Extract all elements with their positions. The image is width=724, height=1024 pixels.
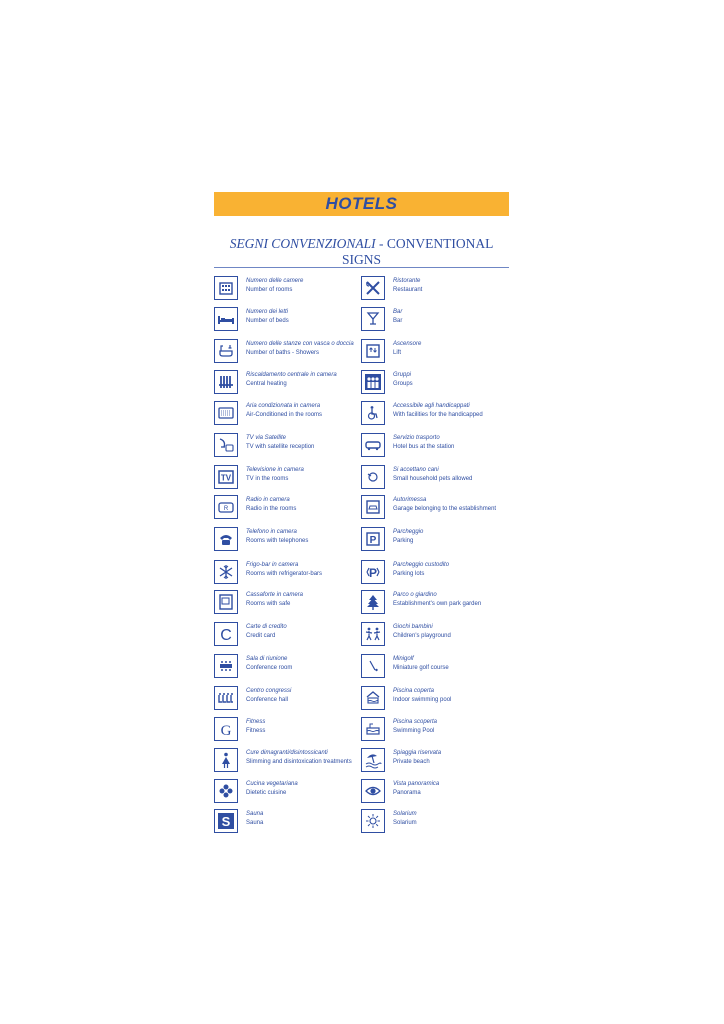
label-italian: Riscaldamento centrale in camera [246,372,337,378]
label-italian: Solarium [393,811,417,817]
label-english: Panorama [393,790,421,796]
legend-item [214,748,364,774]
svg-text:P: P [369,535,377,546]
private-beach-icon [361,748,385,772]
legend-item [361,527,511,553]
label-english: Private beach [393,759,430,765]
legend-labels [393,371,513,389]
label-english: Small household pets allowed [393,476,473,482]
label-english: Parking [393,538,414,544]
label-english: Garage belonging to the establishment [393,506,497,512]
legend-item [361,307,511,333]
tv-icon [214,465,238,489]
telephone-icon [214,527,238,551]
legend-item [214,809,364,835]
label-english: Establishment's own park garden [393,601,482,607]
legend-item [361,560,511,586]
legend-item [361,622,511,648]
label-english: Central heating [246,381,287,387]
legend-item [361,370,511,396]
page-subtitle [214,236,509,268]
label-italian: Bar [393,309,403,315]
guarded-parking-icon [361,560,385,584]
label-english: Solarium [393,820,417,826]
tree-icon [361,590,385,614]
label-italian: Carte di credito [246,624,287,630]
label-italian: Televisione in camera [246,467,304,473]
label-italian: Parcheggio [393,529,424,535]
playground-icon [361,622,385,646]
legend-labels [393,561,513,579]
parking-icon [361,527,385,551]
legend-labels [393,434,513,452]
label-english: Rooms with safe [246,601,291,607]
legend-item [214,717,364,743]
legend-labels [246,434,366,452]
legend-item [214,433,364,459]
subtitle-separator: - [375,236,387,251]
groups-icon [361,370,385,394]
label-english: Number of rooms [246,287,293,293]
legend-labels [246,466,366,484]
legend-labels [246,687,366,705]
legend-labels [246,780,366,798]
beds-icon [214,307,238,331]
legend-item [361,495,511,521]
label-italian: Numero delle stanze con vasca o doccia [246,341,354,347]
label-italian: Cucina vegetariana [246,781,298,787]
legend-labels [246,810,366,828]
legend-labels [393,402,513,420]
hotels-banner [214,192,509,216]
legend-item [214,590,364,616]
label-italian: Servizio trasporto [393,435,440,441]
legend-item [214,276,364,302]
bath-shower-icon [214,339,238,363]
label-italian: Minigolf [393,656,414,662]
label-italian: Spiaggia riservata [393,750,442,756]
slimming-icon [214,748,238,772]
solarium-sun-icon [361,809,385,833]
legend-item [361,590,511,616]
legend-labels [393,466,513,484]
label-english: Sauna [246,820,264,826]
label-italian: Piscina scoperta [393,719,438,725]
legend-item [214,495,364,521]
label-english: Number of beds [246,318,289,324]
legend-labels [246,340,366,358]
svg-text:TV: TV [220,473,232,483]
label-italian: Frigo-bar in camera [246,562,299,568]
radiator-icon [214,370,238,394]
label-english: TV in the rooms [246,476,289,482]
label-italian: Ristorante [393,278,421,284]
label-italian: Fitness [246,719,266,725]
label-english: Rooms with refrigerator-bars [246,571,323,577]
label-english: Number of baths - Showers [246,350,320,356]
label-italian: Parco o giardino [393,592,437,598]
legend-item [214,779,364,805]
legend-item [361,748,511,774]
label-italian: Telefono in camera [246,529,297,535]
garage-icon [361,495,385,519]
label-english: Children's playground [393,633,451,639]
label-english: Bar [393,318,403,324]
label-english: With facilities for the handicapped [393,412,483,418]
svg-text:G: G [220,723,232,738]
legend-item [361,276,511,302]
label-italian: Ascensore [393,341,422,347]
legend-labels [246,528,366,546]
wheelchair-icon [361,401,385,425]
legend-labels [246,623,366,641]
legend-labels [246,277,366,295]
panorama-eye-icon [361,779,385,803]
label-english: Restaurant [393,287,423,293]
safe-icon [214,590,238,614]
bar-icon [361,307,385,331]
legend-item [361,717,511,743]
pets-icon [361,465,385,489]
label-english: Conference room [246,665,293,671]
legend-labels [246,496,366,514]
legend-item [214,307,364,333]
label-italian: Aria condizionata in camera [246,403,321,409]
legend-item [214,465,364,491]
legend-item [361,339,511,365]
legend-labels [393,308,513,326]
legend-labels [246,308,366,326]
label-italian: Cure dimagranti/disintossicanti [246,750,328,756]
legend-item [361,779,511,805]
label-italian: Piscina coperta [393,688,435,694]
label-english: Indoor swimming pool [393,697,452,703]
label-italian: Si accettano cani [393,467,439,473]
label-italian: Cassaforte in camera [246,592,304,598]
legend-labels [393,591,513,609]
legend-labels [393,655,513,673]
bus-icon [361,433,385,457]
legend-item [361,686,511,712]
fitness-icon [214,717,238,741]
label-english: Swimming Pool [393,728,435,734]
conference-hall-icon [214,686,238,710]
label-italian: Gruppi [393,372,412,378]
subtitle-english: CONVENTIONAL SIGNS [341,236,494,267]
legend-labels [393,623,513,641]
label-english: Hotel bus at the station [393,444,455,450]
legend-labels [246,591,366,609]
label-english: Groups [393,381,413,387]
label-italian: TV via Satellite [246,435,287,441]
legend-labels [393,810,513,828]
legend-item [361,465,511,491]
indoor-pool-icon [361,686,385,710]
svg-text:R: R [223,506,229,512]
label-italian: Sauna [246,811,264,817]
label-english: Radio in the rooms [246,506,297,512]
label-italian: Centro congressi [246,688,292,694]
svg-text:C: C [220,627,232,643]
label-italian: Accessibile agli handicappati [393,403,470,409]
air-conditioning-icon [214,401,238,425]
vegetarian-icon [214,779,238,803]
legend-item [361,809,511,835]
label-italian: Parcheggio custodito [393,562,450,568]
page-title: HOTELS [325,194,398,213]
legend-item [214,401,364,427]
restaurant-icon [361,276,385,300]
label-english: Air-Conditioned in the rooms [246,412,323,418]
legend-item [361,654,511,680]
label-english: Dietetic cuisine [246,790,287,796]
label-english: Conference hall [246,697,289,703]
label-english: TV with satellite reception [246,444,315,450]
radio-icon [214,495,238,519]
outdoor-pool-icon [361,717,385,741]
divider-line [214,267,509,268]
legend-item [361,401,511,427]
legend-labels [246,718,366,736]
legend-item [214,622,364,648]
legend-labels [393,687,513,705]
legend-labels [393,277,513,295]
legend-item [214,654,364,680]
legend-labels [246,749,366,767]
legend-item [214,370,364,396]
legend-labels [393,528,513,546]
legend-labels [246,402,366,420]
label-english: Fitness [246,728,266,734]
legend-labels [246,561,366,579]
rooms-icon [214,276,238,300]
snowflake-icon [214,560,238,584]
label-english: Rooms with telephones [246,538,309,544]
legend-labels [393,718,513,736]
label-english: Miniature golf course [393,665,449,671]
label-english: Lift [393,350,402,356]
label-italian: Autorimessa [393,497,427,503]
sauna-icon [214,809,238,833]
legend-labels [393,749,513,767]
legend-item [214,686,364,712]
legend-item [214,527,364,553]
legend-labels [246,655,366,673]
subtitle-italian: SEGNI CONVENZIONALI [229,236,376,251]
legend-item [361,433,511,459]
label-italian: Sala di riunione [246,656,288,662]
label-english: Credit card [246,633,276,639]
satellite-tv-icon [214,433,238,457]
label-italian: Vista panoramica [393,781,440,787]
minigolf-icon [361,654,385,678]
svg-text:P: P [368,566,378,580]
label-english: Parking lots [393,571,425,577]
label-italian: Numero dei letti [246,309,289,315]
meeting-table-icon [214,654,238,678]
lift-icon [361,339,385,363]
legend-labels [393,496,513,514]
legend-labels [393,340,513,358]
credit-card-icon [214,622,238,646]
svg-text:S: S [221,814,231,829]
legend-item [214,339,364,365]
label-italian: Radio in camera [246,497,290,503]
legend-labels [393,780,513,798]
label-english: Slimming and disintoxication treatments [246,759,352,765]
legend-labels [246,371,366,389]
label-italian: Numero delle camere [246,278,304,284]
legend-item [214,560,364,586]
label-italian: Giochi bambini [393,624,433,630]
